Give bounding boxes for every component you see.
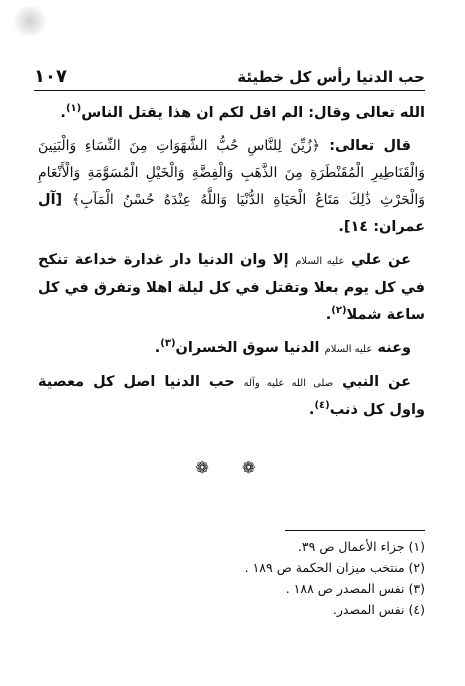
running-header bbox=[34, 66, 425, 91]
paragraph-text: إلا وان الدنيا دار غدارة خداعة تنكح في كل يوم بعلا وتقتل في كل ليلة اهلا وتفرق في كل ساعة شملا bbox=[38, 252, 425, 323]
footnote-4: (٤) نفس المصدر. bbox=[332, 602, 425, 617]
paragraph-tail: . bbox=[60, 105, 66, 121]
main-text bbox=[38, 100, 425, 424]
footnote-ref: (٢) bbox=[331, 305, 347, 317]
paragraph-text: حب الدنيا اصل كل معصية واول كل ذنب bbox=[38, 374, 425, 418]
paragraph-lead: عن علي bbox=[344, 252, 411, 268]
paragraph-text: الدنيا سوق الخسران bbox=[175, 340, 325, 356]
paragraph-tail: . bbox=[154, 340, 161, 356]
honorific: صلى الله عليه وآله bbox=[243, 378, 334, 389]
paragraph-lead: قال تعالى: bbox=[319, 138, 411, 154]
page-number: ١٠٧ bbox=[34, 66, 67, 87]
section-separator: ❁ ❁ bbox=[195, 458, 270, 477]
paragraph-1 bbox=[38, 100, 425, 127]
footnote-ref: (٤) bbox=[314, 400, 330, 412]
footnote-divider bbox=[285, 530, 425, 531]
footnote-3: (٣) نفس المصدر ص ١٨٨ . bbox=[285, 581, 425, 596]
paragraph-lead: عن النبي bbox=[333, 374, 411, 390]
honorific: عليه السلام bbox=[324, 344, 373, 355]
footnote-1: (١) جزاء الأعمال ص ٣٩. bbox=[297, 539, 425, 554]
footnote-ref: (١) bbox=[65, 103, 82, 115]
paragraph-tail: . bbox=[325, 307, 332, 323]
paragraph-2 bbox=[38, 133, 425, 241]
header-title: حب الدنيا رأس كل خطيئة bbox=[237, 68, 425, 86]
paragraph-tail: . bbox=[308, 402, 315, 418]
paragraph-4 bbox=[38, 335, 425, 363]
footnote-ref: (٣) bbox=[160, 338, 176, 350]
paragraph-text: الله تعالى وقال: الم اقل لكم ان هذا يقتل الناس bbox=[81, 105, 425, 121]
scan-smudge bbox=[10, 6, 50, 36]
footnote-2: (٢) منتخب ميزان الحكمة ص ١٨٩ . bbox=[244, 560, 425, 575]
quran-verse: ﴿زُيِّنَ لِلنَّاسِ حُبُّ الشَّهَوَاتِ مِنَ النِّسَاءِ وَالْبَنِينَ وَالْقَنَاطِيرِ الْمُقَنْطَرَةِ مِنَ الذَّهَبِ وَالْفِضَّةِ وَالْخَيْلِ الْمُسَوَّمَةِ وَالْأَنْعَامِ وَالْحَرْثِ ذَٰلِكَ مَتَاعُ الْحَيَاةِ الدُّنْيَا وَاللَّهُ عِنْدَهُ حُسْنُ الْمَآبِ﴾ bbox=[38, 138, 425, 208]
paragraph-lead: وعنه bbox=[372, 340, 411, 356]
honorific: عليه السلام bbox=[295, 256, 345, 267]
footnotes bbox=[100, 536, 425, 620]
paragraph-3 bbox=[38, 247, 425, 329]
paragraph-tail: [آل عمران: ١٤]. bbox=[38, 192, 425, 235]
paragraph-5 bbox=[38, 369, 425, 424]
